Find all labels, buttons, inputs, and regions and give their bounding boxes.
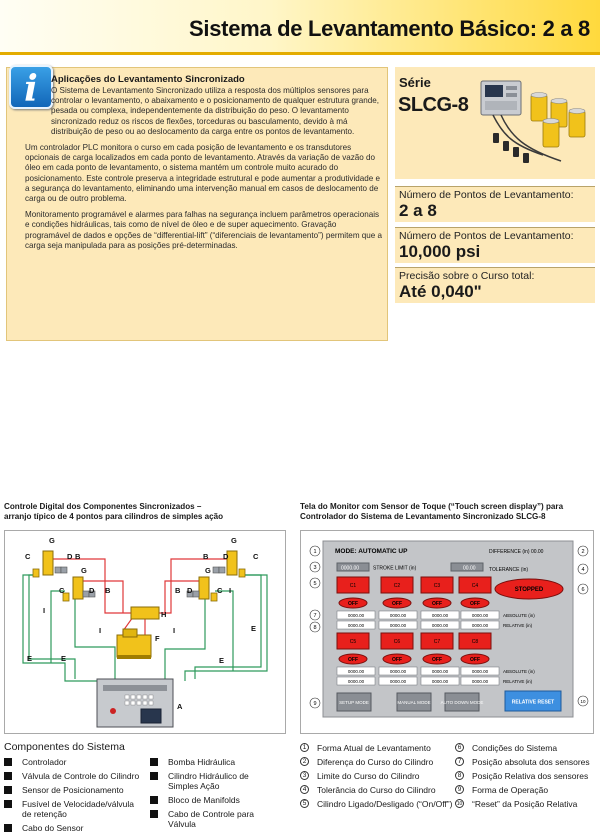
label-b: B: [75, 552, 81, 561]
stopped-label: STOPPED: [514, 587, 544, 593]
page-title: Sistema de Levantamento Básico: 2 a 8: [189, 16, 590, 41]
label-g: G: [49, 536, 55, 545]
label-i: I: [173, 626, 176, 635]
spec-label: Número de Pontos de Levantamento:: [399, 230, 574, 242]
callout-4: 4: [581, 567, 585, 573]
label-i: I: [43, 606, 46, 615]
bullet-square: [150, 772, 158, 780]
legend-item: 5 Cilindro Ligado/Desligado (“On/Off”): [300, 799, 452, 809]
off-label: OFF: [392, 601, 402, 607]
label-d: D: [89, 586, 95, 595]
manual-mode-label: MANUAL MODE: [397, 700, 431, 705]
product-photo: [473, 75, 591, 175]
legend-item: 10 “Reset” da Posição Relativa: [456, 799, 578, 809]
absolute-value: 0000.00: [431, 613, 449, 618]
absolute-label: ABSOLUTE (in): [503, 613, 535, 618]
relative-label: RELATIVE (in): [503, 679, 533, 684]
absolute-label: ABSOLUTE (in): [503, 669, 535, 674]
label-b: B: [175, 586, 181, 595]
bullet-square: [150, 758, 158, 766]
relative-value: 0000.00: [347, 623, 365, 628]
bullet-square: [4, 758, 12, 766]
callout-9: 9: [313, 701, 317, 707]
callout-3: 3: [313, 565, 317, 571]
legend-item: 7 Posição absoluta dos sensores: [455, 757, 590, 767]
off-label: OFF: [470, 601, 480, 607]
component-item: Válvula de Controle do Cilindro: [4, 771, 144, 781]
diagram-title-line-2: arranjo típico de 4 pontos para cilindros de simples ação: [4, 512, 224, 521]
component-item: Sensor de Posicionamento: [4, 785, 144, 795]
relative-value: 0000.00: [431, 679, 449, 684]
bullet-square: [4, 772, 12, 780]
series-code: SLCG-8: [398, 94, 469, 116]
components-title: Componentes do Sistema: [4, 741, 125, 753]
touch-screen-diagram: [300, 530, 594, 734]
bullet-square: [4, 824, 12, 832]
label-b: B: [203, 552, 209, 561]
off-label: OFF: [470, 657, 480, 663]
callout-2: 2: [581, 549, 585, 555]
off-label: OFF: [348, 601, 358, 607]
component-item: Cilindro Hidráulico de Simples Ação: [150, 771, 275, 791]
callout-6: 6: [581, 587, 585, 593]
label-c: C: [25, 552, 31, 561]
label-g: G: [81, 566, 87, 575]
info-icon: i: [9, 65, 53, 109]
cylinder-label: C3: [433, 583, 441, 589]
component-item: Controlador: [4, 757, 144, 767]
absolute-value: 0000.00: [389, 613, 407, 618]
callout-1: 1: [313, 549, 317, 555]
label-g: G: [205, 566, 211, 575]
component-item: Cabo de Controle para Válvula: [150, 809, 275, 829]
relative-reset-label: RELATIVE RESET: [511, 699, 555, 706]
cylinder-label: C5: [349, 639, 357, 645]
label-d: D: [67, 552, 73, 561]
absolute-value: 0000.00: [389, 669, 407, 674]
callout-7: 7: [313, 613, 317, 619]
label-i: I: [99, 626, 102, 635]
spec-value: Até 0,040": [399, 282, 482, 301]
label-i: I: [229, 586, 232, 595]
relative-value: 0000.00: [471, 623, 489, 628]
component-diagram-svg: [5, 531, 287, 735]
setup-mode-label: SETUP MODE: [339, 700, 369, 705]
absolute-value: 0000.00: [471, 669, 489, 674]
legend-item: 9 Forma de Operação: [455, 785, 548, 795]
legend-item: 6 Condições do Sistema: [455, 743, 557, 753]
label-f: F: [155, 634, 160, 643]
label-e: E: [219, 656, 225, 665]
component-item: Bomba Hidráulica: [150, 757, 275, 767]
label-e: E: [251, 624, 257, 633]
bullet-square: [4, 800, 12, 808]
diagram-title: [4, 502, 223, 522]
hydraulic-pump: [117, 629, 151, 659]
component-item: Cabo do Sensor: [4, 823, 144, 833]
label-b: B: [105, 586, 111, 595]
page-header: [0, 0, 600, 55]
off-label: OFF: [432, 601, 442, 607]
cylinder-label: C2: [393, 583, 401, 589]
applications-paragraph-1: O Sistema de Levantamento Sincronizado utiliza a resposta dos múltiplos sensores para controlar o levantamento, o abaixamento e o posicionamento de qualquer estrutura grande, pesada ou complexa, independentemente da distribuição do peso. O levantamento sincronizado reduz os riscos de flexões, torceduras ou basculamento, devido à má distribuição de peso ou ao deslocamento da carga entre os pontos de levantamento.: [51, 86, 380, 136]
bullet-square: [150, 810, 158, 818]
spec-label: Número de Pontos de Levantamento:: [399, 189, 574, 201]
off-label: OFF: [348, 657, 358, 663]
label-e: E: [27, 654, 33, 663]
diagram-title-line-1: Controle Digital dos Componentes Sincronizados –: [4, 502, 202, 511]
screen-title-line-2: Controlador do Sistema de Levantamento Sincronizado SLCG-8: [300, 512, 546, 521]
legend-item: 8 Posição Relativa dos sensores: [455, 771, 588, 781]
label-c: C: [217, 586, 223, 595]
relative-value: 0000.00: [347, 679, 365, 684]
label-d: D: [223, 552, 229, 561]
relative-value: 0000.00: [389, 623, 407, 628]
component-item: Fusível de Velocidade/válvula de retenção: [4, 799, 144, 819]
tolerance-label: TOLERANCE (in): [489, 567, 529, 573]
controller: [97, 679, 173, 727]
cylinder-label: C6: [393, 639, 401, 645]
cylinder-label: C1: [349, 583, 357, 589]
spec-accuracy: [395, 267, 595, 303]
auto-down-mode-label: AUTO DOWN MODE: [440, 700, 484, 705]
off-label: OFF: [432, 657, 442, 663]
component-item: Bloco de Manifolds: [150, 795, 275, 805]
applications-paragraph-3: Monitoramento programável e alarmes para falhas na segurança incluem parâmetros operacionais e condições hidráulicas, tais como de nível de óleo e de super aquecimento. Gravação programável de dados e opções de “differential-lift” (“diferenciais de levantamento”) permitem que a carga seja manipulada para as posições pré-determinadas.: [25, 210, 383, 250]
relative-value: 0000.00: [471, 679, 489, 684]
applications-text: [25, 86, 383, 257]
spec-value: 10,000 psi: [399, 242, 481, 261]
absolute-value: 0000.00: [431, 669, 449, 674]
legend-item: 2 Diferença do Curso do Cilindro: [300, 757, 433, 767]
cylinder-label: C7: [433, 639, 441, 645]
label-c: C: [253, 552, 259, 561]
label-d: D: [187, 586, 193, 595]
absolute-value: 0000.00: [471, 613, 489, 618]
applications-panel: [6, 67, 388, 341]
bullet-square: [4, 786, 12, 794]
series-panel: [395, 67, 595, 179]
applications-paragraph-2: Um controlador PLC monitora o curso em cada posição de levantamento e os transdutores opcionais de carga localizados em cada ponto de levantamento. Através da variação de vazão do óleo em cada ponto de levantamento, o sistema mantém um controle muito acurado do posicionamento. Este controle preserva a integridade estrutural e pode aumentar a produtividade e a segurança do levantamento, eliminando uma intervenção manual em casos de deslocamento de carga ou de outro problema.: [25, 143, 380, 204]
spec-lifting-points: [395, 186, 595, 222]
relative-label: RELATIVE (in): [503, 623, 533, 628]
label-e: E: [61, 654, 67, 663]
manifold-block: [131, 607, 159, 619]
callout-10: 10: [580, 699, 586, 704]
relative-value: 0000.00: [431, 623, 449, 628]
label-h: H: [161, 610, 167, 619]
label-a: A: [177, 702, 183, 711]
callout-5: 5: [313, 581, 317, 587]
spec-value: 2 a 8: [399, 201, 437, 220]
relative-value: 0000.00: [389, 679, 407, 684]
label-g: G: [231, 536, 237, 545]
absolute-value: 0000.00: [347, 613, 365, 618]
series-label: Série: [399, 75, 431, 90]
valves: [33, 569, 245, 601]
difference-readout: DIFFERENCE (in) 00.00: [489, 549, 544, 555]
touch-screen-svg: [301, 531, 595, 735]
absolute-value: 0000.00: [347, 669, 365, 674]
cylinder-label: C8: [471, 639, 479, 645]
spec-pressure: [395, 227, 595, 263]
stroke-limit-label: STROKE LIMIT (in): [373, 565, 417, 572]
off-label: OFF: [392, 657, 402, 663]
legend-item: 4 Tolerância do Curso do Cilindro: [300, 785, 436, 795]
cylinder-label: C4: [471, 583, 479, 589]
tolerance-value: 00.00: [463, 565, 476, 572]
screen-title: [300, 502, 563, 522]
callout-8: 8: [313, 625, 317, 631]
mode-readout: MODE: AUTOMATIC UP: [335, 548, 408, 555]
label-c: C: [59, 586, 65, 595]
component-diagram: [4, 530, 286, 734]
bullet-square: [150, 796, 158, 804]
spec-label: Precisão sobre o Curso total:: [399, 270, 535, 282]
stroke-limit-value: 0000.00: [341, 565, 360, 572]
legend-item: 3 Limite do Curso do Cilindro: [300, 771, 420, 781]
applications-title: Aplicações do Levantamento Sincronizado: [51, 74, 245, 85]
screen-title-line-1: Tela do Monitor com Sensor de Toque (“Touch screen display”) para: [300, 502, 564, 511]
legend-item: 1 Forma Atual de Levantamento: [300, 743, 431, 753]
